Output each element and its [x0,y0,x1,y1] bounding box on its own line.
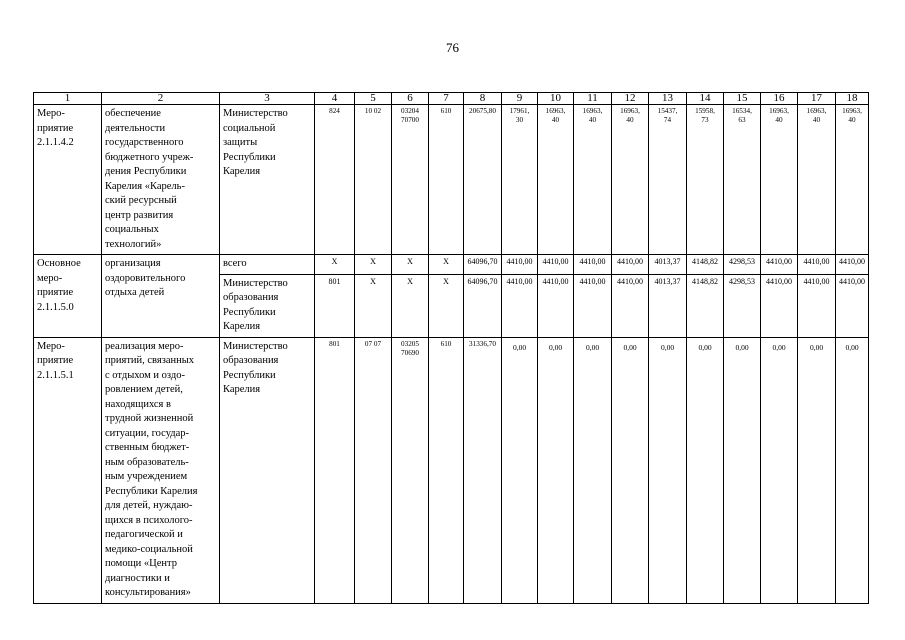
column-header-2: 2 [102,93,220,105]
value-cell: 4410,00 [538,255,574,275]
executor-cell: Министерство образования Республики Карелия [220,274,315,337]
activity-name-cell: обеспечение деятельности государственного бюджетного учреж- дения Республики Карелия «Карель- ский ресурсный центр развития социальных технологий» [102,105,220,255]
value-cell: 4410,00 [574,274,612,337]
column-header-9: 9 [502,93,538,105]
value-cell: 15437, 74 [649,105,687,255]
table-row [34,105,869,255]
column-header-13: 13 [649,93,687,105]
value-cell: X [355,274,392,337]
value-cell: 0,00 [761,337,798,603]
value-cell: 16963, 40 [798,105,836,255]
column-header-7: 7 [429,93,464,105]
value-cell: 0,00 [649,337,687,603]
column-header-16: 16 [761,93,798,105]
executor-cell: всего [220,255,315,275]
value-cell: 824 [315,105,355,255]
value-cell: 0,00 [538,337,574,603]
activity-code-cell: Меро- приятие 2.1.1.5.1 [34,337,102,603]
table-row [34,337,869,603]
value-cell: 4410,00 [502,255,538,275]
value-cell: 0,00 [574,337,612,603]
activity-name-cell: реализация меро- приятий, связанных с отдыхом и оздо- ровлением детей, находящихся в трудной жизненной ситуации, государ- ственным бюджет- ным образователь- ным учреждением Республики Карелия для детей, нуждаю- щихся в психолого- педагогической и медико-социальной помощи «Центр диагностики и консультирования» [102,337,220,603]
value-cell: 4148,82 [687,255,724,275]
value-cell: 16963, 40 [574,105,612,255]
budget-table [33,92,869,604]
value-cell: 10 02 [355,105,392,255]
value-cell: 4298,53 [724,274,761,337]
column-header-3: 3 [220,93,315,105]
value-cell: 0,00 [724,337,761,603]
value-cell: 4410,00 [612,255,649,275]
activity-name-cell: организация оздоровительного отдыха детей [102,255,220,338]
column-header-15: 15 [724,93,761,105]
value-cell: 20675,80 [464,105,502,255]
value-cell: X [429,274,464,337]
column-header-12: 12 [612,93,649,105]
value-cell: 4013,37 [649,274,687,337]
value-cell: 17961, 30 [502,105,538,255]
value-cell: 0,00 [798,337,836,603]
value-cell: 16963, 40 [612,105,649,255]
value-cell: 03205 70690 [392,337,429,603]
value-cell: 4410,00 [761,255,798,275]
value-cell: X [392,255,429,275]
column-header-8: 8 [464,93,502,105]
value-cell: 4410,00 [836,274,869,337]
value-cell: 4013,37 [649,255,687,275]
value-cell: X [392,274,429,337]
column-header-6: 6 [392,93,429,105]
column-header-5: 5 [355,93,392,105]
executor-cell: Министерство образования Республики Карелия [220,337,315,603]
value-cell: 801 [315,274,355,337]
value-cell: 4148,82 [687,274,724,337]
activity-code-cell: Основное меро- приятие 2.1.1.5.0 [34,255,102,338]
value-cell: 4298,53 [724,255,761,275]
value-cell: X [429,255,464,275]
value-cell: 0,00 [687,337,724,603]
value-cell: 4410,00 [798,274,836,337]
value-cell: 03204 70700 [392,105,429,255]
column-header-10: 10 [538,93,574,105]
value-cell: 4410,00 [502,274,538,337]
value-cell: 07 07 [355,337,392,603]
value-cell: 610 [429,337,464,603]
value-cell: 31336,70 [464,337,502,603]
column-header-4: 4 [315,93,355,105]
column-header-17: 17 [798,93,836,105]
value-cell: 16963, 40 [761,105,798,255]
value-cell: 4410,00 [836,255,869,275]
activity-code-cell: Меро- приятие 2.1.1.4.2 [34,105,102,255]
value-cell: 4410,00 [798,255,836,275]
column-header-18: 18 [836,93,869,105]
column-header-1: 1 [34,93,102,105]
page-number: 76 [446,40,459,55]
column-header-11: 11 [574,93,612,105]
executor-cell: Министерство социальной защиты Республики Карелия [220,105,315,255]
header-row [34,93,869,105]
value-cell: X [315,255,355,275]
value-cell: 16963, 40 [538,105,574,255]
value-cell: 16534, 63 [724,105,761,255]
value-cell: 64096,70 [464,274,502,337]
value-cell: 15958, 73 [687,105,724,255]
value-cell: 64096,70 [464,255,502,275]
value-cell: 4410,00 [761,274,798,337]
value-cell: 801 [315,337,355,603]
value-cell: 610 [429,105,464,255]
value-cell: 4410,00 [538,274,574,337]
value-cell: 0,00 [612,337,649,603]
value-cell: 16963, 40 [836,105,869,255]
value-cell: X [355,255,392,275]
column-header-14: 14 [687,93,724,105]
table-row [34,255,869,275]
value-cell: 4410,00 [612,274,649,337]
value-cell: 0,00 [836,337,869,603]
value-cell: 0,00 [502,337,538,603]
value-cell: 4410,00 [574,255,612,275]
